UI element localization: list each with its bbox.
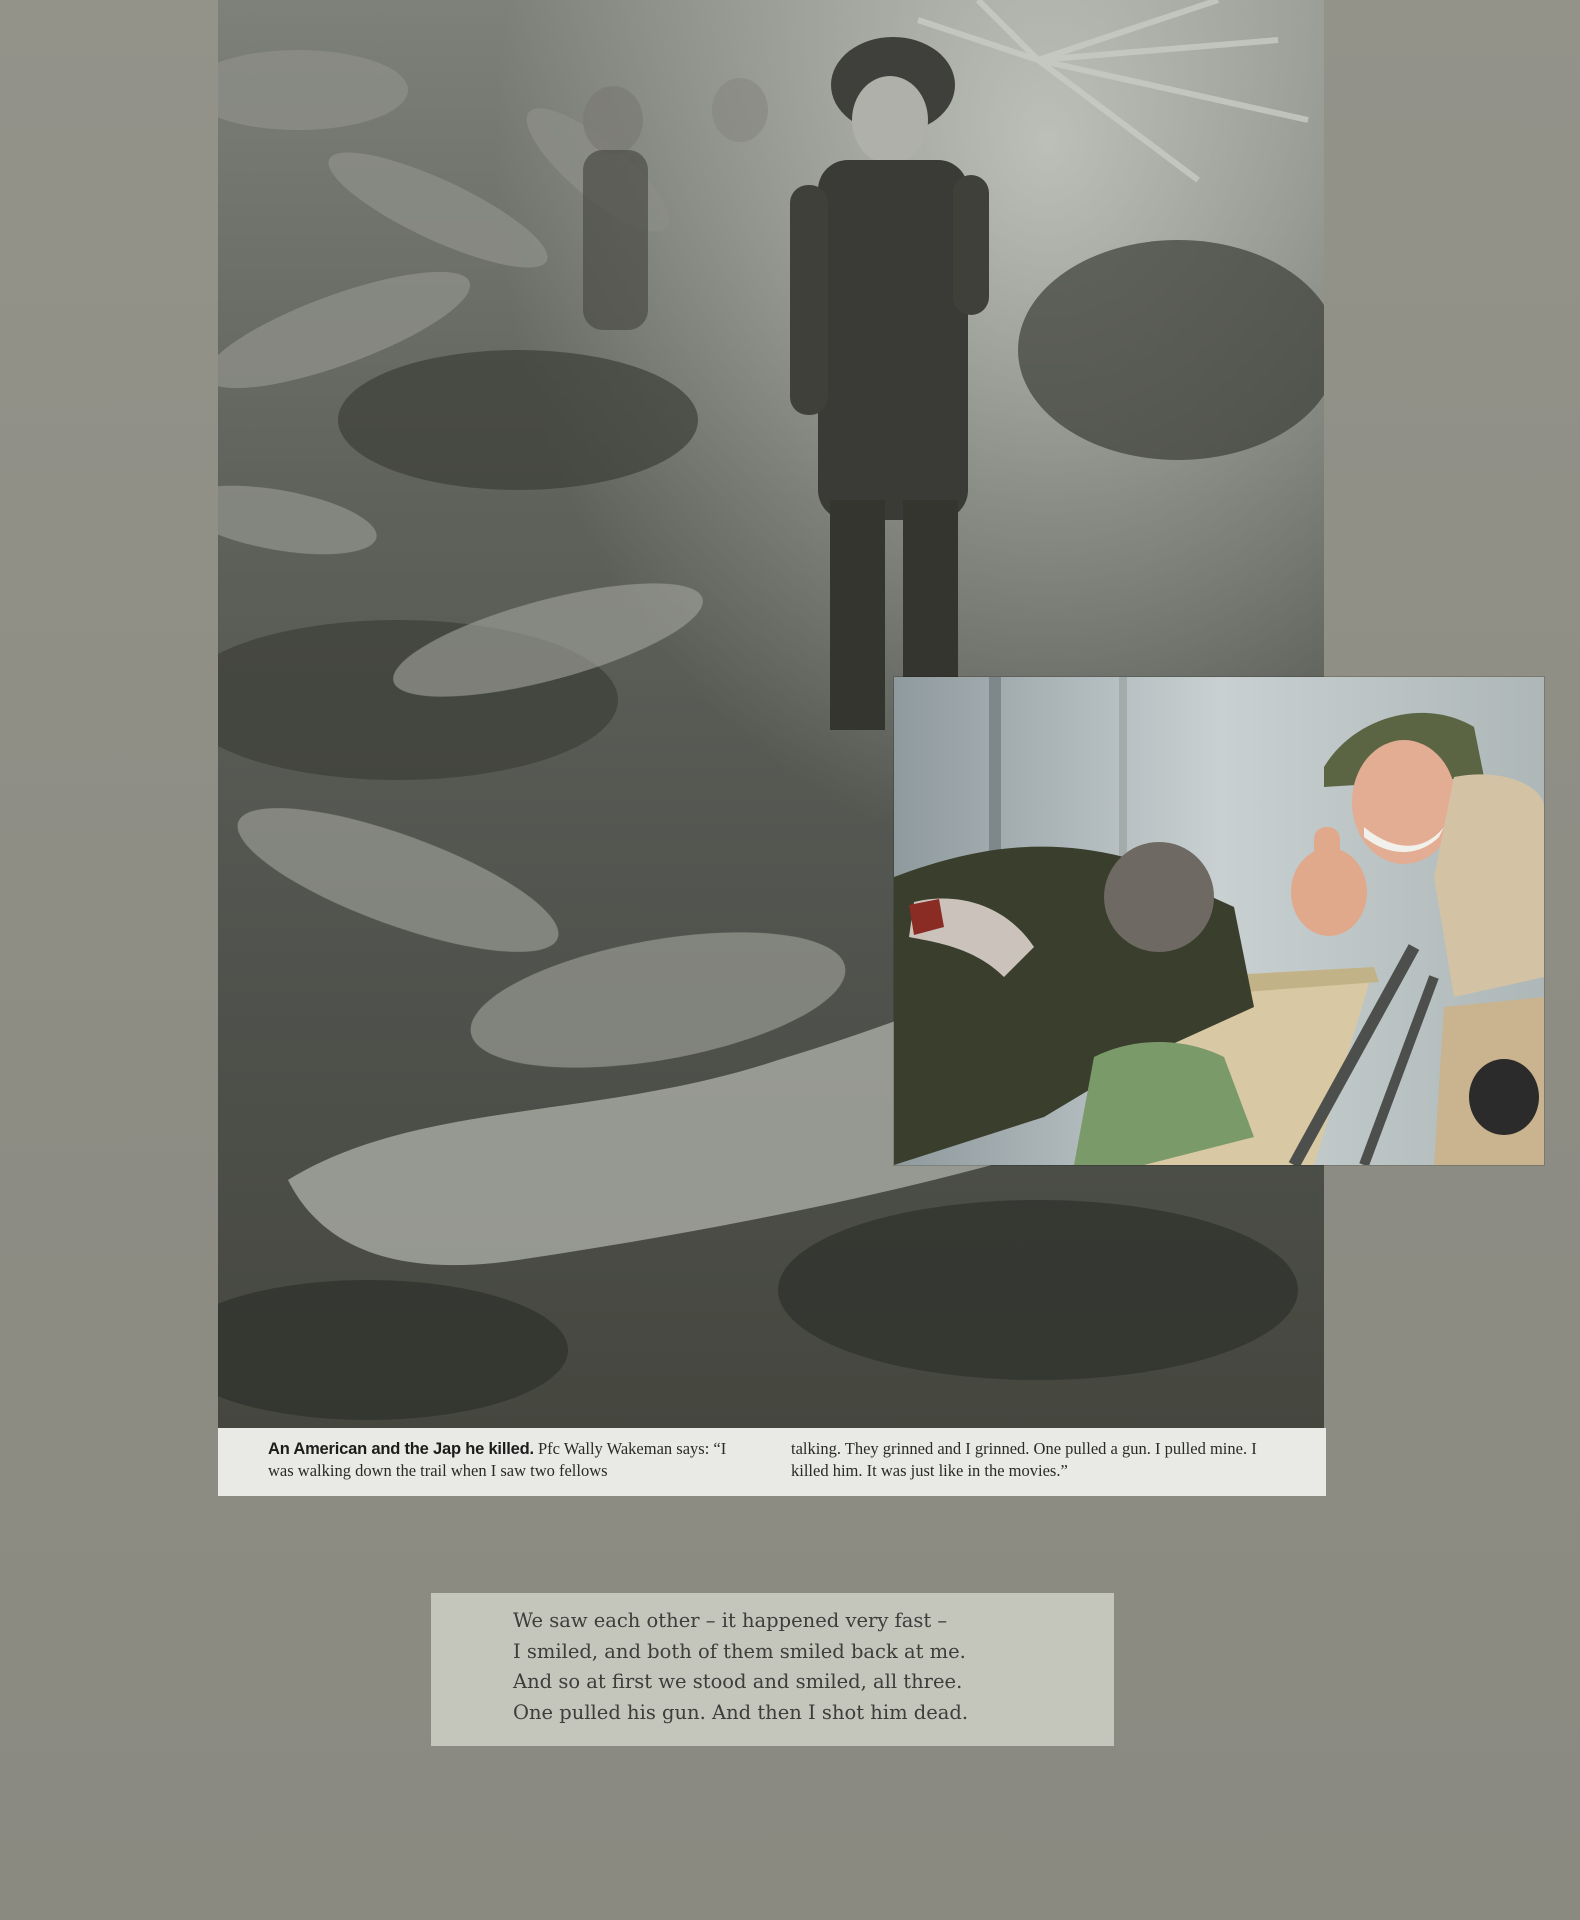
poem-line-1: We saw each other – it happened very fast – [513,1609,948,1632]
caption-lead: An American and the Jap he killed. [268,1440,534,1458]
caption-left-column [268,1438,751,1496]
poem-line-2: I smiled, and both of them smiled back at me. [513,1639,966,1663]
caption-right-column [791,1438,1274,1496]
caption-right-text: talking. They grinned and I grinned. One pulled a gun. I pulled mine. I killed him. It was just like in the movies.” [791,1439,1257,1480]
photo-caption [218,1428,1326,1496]
inset-color-photograph [894,677,1544,1165]
poem-line-3: And so at first we stood and smiled, all three. [513,1670,963,1693]
caption-left-text: Pfc Wally Wakeman says: “I was walking down the trail when I saw two fellows [268,1439,727,1480]
poem-line-4: One pulled his gun. And then I shot him dead. [513,1700,969,1724]
poem-box [431,1593,1114,1746]
